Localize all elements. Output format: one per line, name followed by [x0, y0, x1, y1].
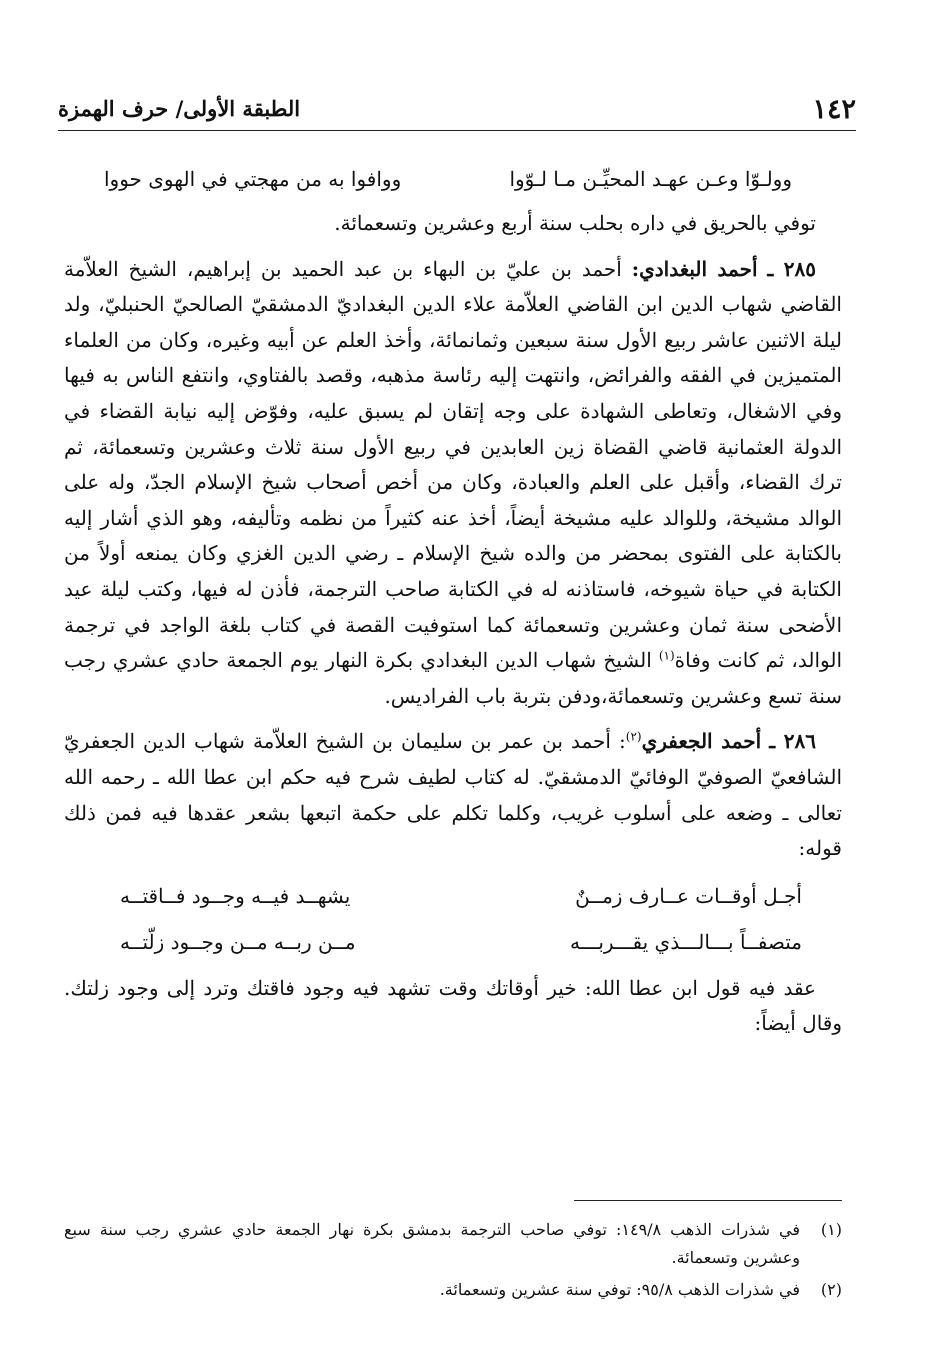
running-title: الطبقة الأولى/ حرف الهمزة — [58, 96, 301, 121]
main-text — [64, 152, 842, 1042]
entry-name: أحمد البغدادي: — [631, 256, 758, 281]
paragraph-death-note — [64, 206, 842, 242]
entry-286 — [64, 724, 842, 866]
verse-right-hemistich: وولـوّا وعـن عهـد المحيِّـن مـا لـوّوا — [509, 167, 792, 191]
footnote-text: في شذرات الذهب ١٤٩/٨: توفي صاحب الترجمة بدمشق بكرة نهار الجمعة حادي عشري رجب سنة سبع وعشرين وتسعمائة. — [64, 1220, 800, 1267]
paragraph-text: عقد فيه قول ابن عطا الله: خير أوقاتك وقت تشهد فيه وجود فاقتك وترد إلى وجود زلتك. وقال أيضاً: — [64, 975, 842, 1036]
footnote-text: في شذرات الذهب ٩٥/٨: توفي سنة عشرين وتسعمائة. — [439, 1280, 800, 1299]
entry-number: ٢٨٦ ـ — [769, 729, 817, 754]
verse-line — [64, 873, 842, 919]
footnote — [64, 1276, 842, 1304]
entry-text: أحمد بن عليّ بن البهاء بن عبد الحميد بن إبراهيم، الشيخ العلاّمة القاضي شهاب الدين ابن القاضي العلاّمة علاء الدين البغداديّ الدمشقيّ الصالحيّ الحنبليّ، ولد ليلة الاثنين عاشر ربيع الأول سنة سبعين وثمانمائة، وأخذ العلم عن أبيه وغيره، وكان من العلماء المتميزين في الفقه والفرائض، وانتهت إليه رئاسة مذهبه، وقصد بالفتاوي، وانتفع الناس به فيها وفي الاشغال، وتعاطى الشهادة على وجه إتقان لم يسبق عليه، وفوّض إليه نيابة القضاء في الدولة العثمانية قاضي القضاة زين العابدين في ربيع الأول سنة ثلاث وعشرين وتسعمائة، ثم ترك القضاء، وأقبل على العلم والعبادة، وكان من أخص أصحاب شيخ الإسلام الجدّ، وله على الوالد مشيخة، وللوالد عليه مشيخة أيضاً، أخذ عنه كثيراً من نظمه وتأليفه، وهو الذي أشار إليه بالكتابة على الفتوى بمحضر من والده شيخ الإسلام ـ رضي الدين الغزي وكان يمنعه أولاً من الكتابة في حياة شيوخه، فاستاذنه له في الكتابة صاحب الترجمة، فأذن له فيها، وكتب ليلة عيد الأضحى سنة ثمان وعشرين وتسعمائة كما استوفيت القصة في كتاب بلغة الواجد في ترجمة الوالد، ثم كانت وفاة — [64, 256, 842, 673]
closing-paragraph — [64, 971, 842, 1042]
entry-number: ٢٨٥ ـ — [767, 256, 817, 281]
verse-left-hemistich: مــن ربــه مــن وجــود زلّتــه — [120, 929, 356, 954]
verse-left-hemistich: يشهــد فيــه وجــود فــاقتــه — [120, 883, 351, 908]
footnote-reference[interactable]: (٢) — [625, 729, 642, 744]
entry-name: أحمد الجعفري — [641, 729, 762, 754]
page-number: ١٤٢ — [812, 94, 856, 125]
footnote-label: (١) — [820, 1220, 842, 1239]
verse-line — [64, 152, 842, 206]
paragraph-text: توفي بالحريق في داره بحلب سنة أربع وعشرين وتسعمائة. — [334, 211, 816, 235]
entry-285 — [64, 252, 842, 715]
footnote-rule — [574, 1200, 842, 1201]
poem-block — [64, 873, 842, 965]
verse-right-hemistich: أجـل أوقــات عــارف زمــنٌ — [575, 883, 802, 908]
footnote-reference[interactable]: (١) — [658, 648, 675, 663]
verse-right-hemistich: متصفــاً بـــالـــذي يقـــربـــه — [570, 929, 802, 954]
header-rule — [58, 130, 856, 131]
verse-left-hemistich: ووافوا به من مهجتي في الهوى حووا — [104, 167, 402, 191]
footnote-label: (٢) — [820, 1280, 842, 1299]
footnotes — [64, 1216, 842, 1308]
footnote — [64, 1216, 842, 1272]
running-header — [58, 92, 856, 132]
verse-line — [64, 919, 842, 965]
entry-text: : أحمد بن عمر بن سليمان بن الشيخ العلاّمة شهاب الدين الجعفريّ الشافعيّ الصوفيّ الوفائيّ الدمشقيّ. له كتاب لطيف شرح فيه حكم ابن عطا الله ـ رحمه الله تعالى ـ وضعه على أسلوب غريب، وكلما تكلم على حكمة اتبعها بشعر عقدها فيه فمن ذلك قوله: — [64, 729, 843, 861]
entry-text-continued: الشيخ شهاب الدين البغدادي بكرة النهار يوم الجمعة حادي عشري رجب سنة تسع وعشرين وتسعمائة،ودفن بتربة باب الفراديس. — [64, 648, 842, 708]
